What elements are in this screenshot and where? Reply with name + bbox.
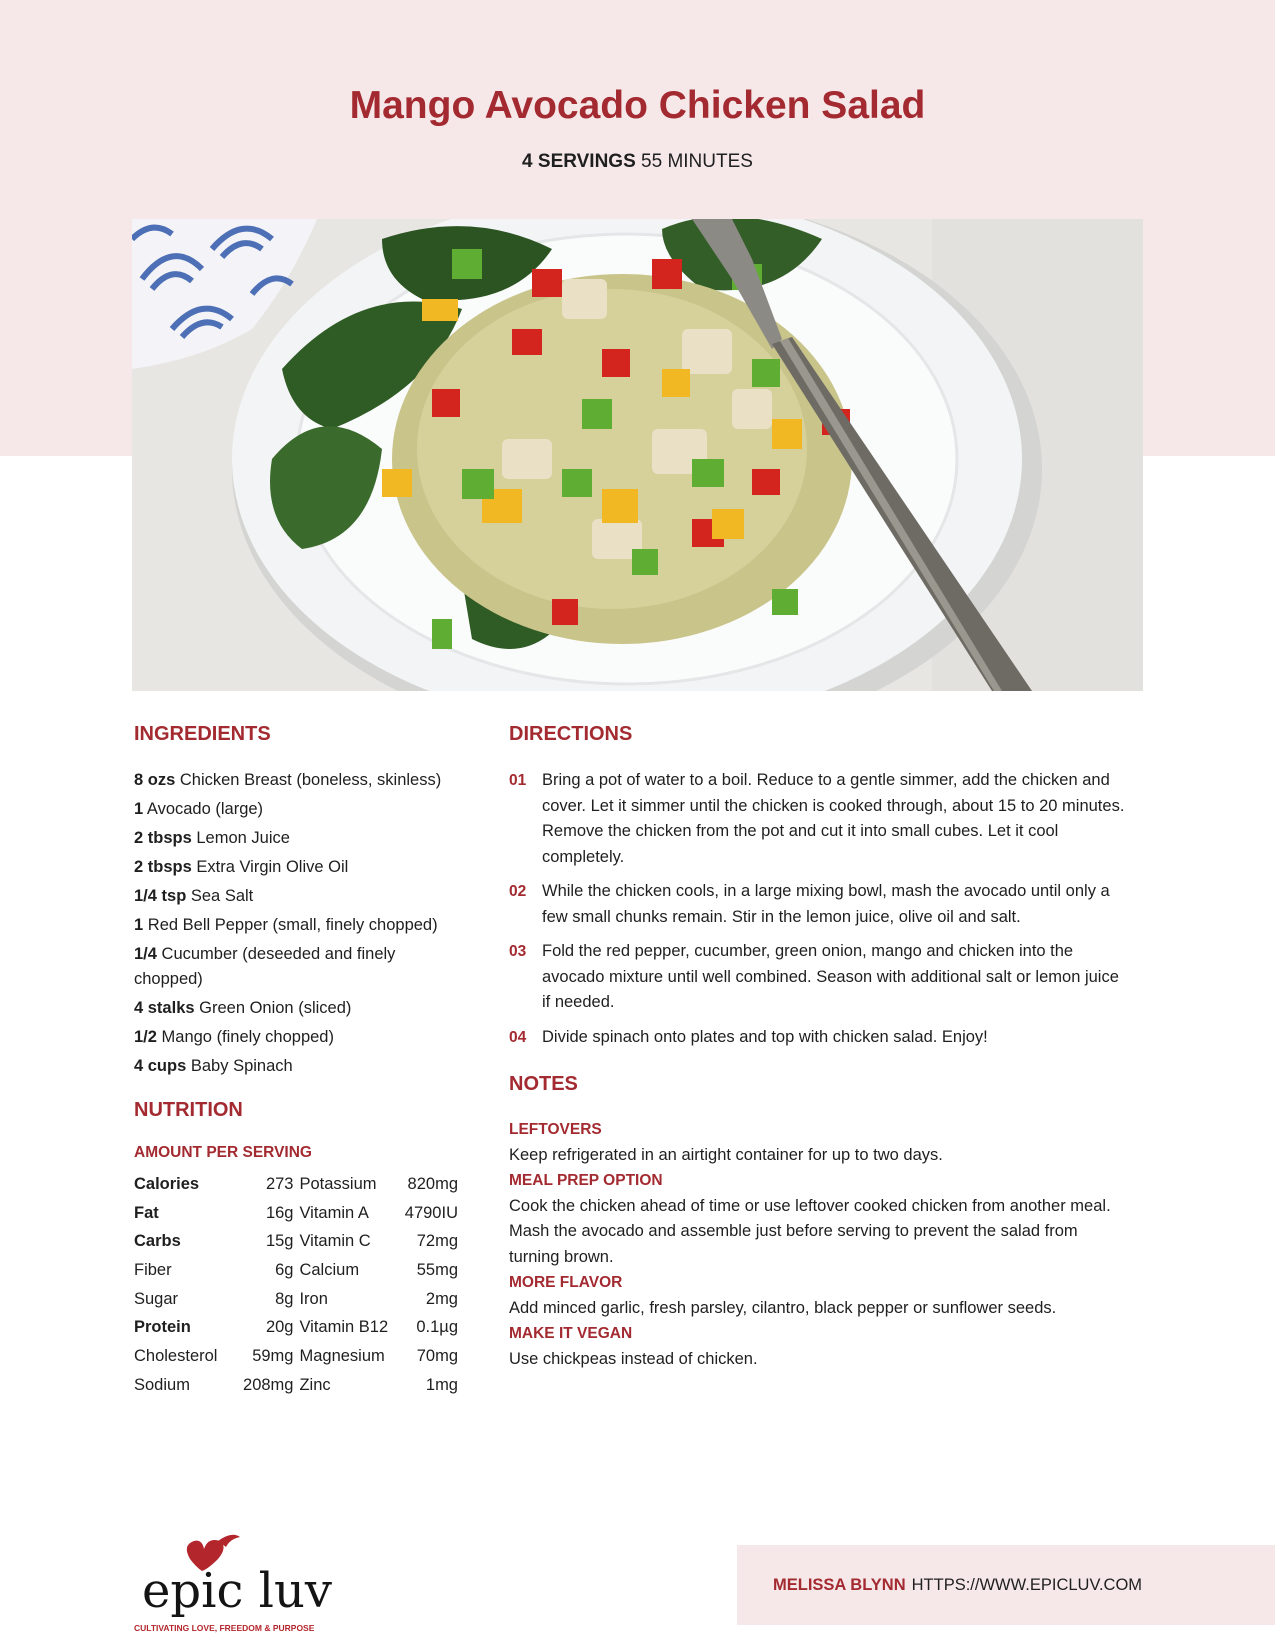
directions-list — [509, 768, 1129, 1059]
table-row: Fat 16g Vitamin A 4790IU — [134, 1203, 458, 1222]
nutrition-heading: NUTRITION — [134, 1099, 243, 1121]
ingredient-item: 2 tbsps Extra Virgin Olive Oil — [134, 858, 349, 876]
direction-step — [509, 768, 1129, 870]
logo-wordmark: epic luv — [142, 1563, 332, 1619]
ingredients-list — [134, 768, 464, 1083]
note-text: Keep refrigerated in an airtight container for up to two days. — [509, 1145, 943, 1164]
servings: 4 SERVINGS — [522, 151, 636, 172]
note-title: MEAL PREP OPTION — [509, 1172, 663, 1189]
ingredient-item: 8 ozs Chicken Breast (boneless, skinless) — [134, 771, 442, 789]
footer-credit — [737, 1545, 1275, 1625]
step-text: Bring a pot of water to a boil. Reduce to a gentle simmer, add the chicken and cover. Let it simmer until the chicken is cooked through, about 15 to 20 minutes. Remove the chicken from the pot and cut it into small cubes. Let it cool completely. — [542, 771, 1125, 866]
ingredients-heading: INGREDIENTS — [134, 723, 271, 745]
table-row: Sugar 8g Iron 2mg — [134, 1289, 458, 1308]
note-title: MORE FLAVOR — [509, 1274, 623, 1291]
direction-step — [509, 939, 1129, 1016]
logo-tagline: CULTIVATING LOVE, FREEDOM & PURPOSE — [134, 1623, 315, 1633]
step-number: 04 — [509, 1028, 527, 1046]
author-name: MELISSA BLYNN — [773, 1575, 906, 1594]
table-row: Calories 273 Potassium 820mg — [134, 1174, 458, 1193]
table-row: Fiber 6g Calcium 55mg — [134, 1260, 458, 1279]
ingredient-item: 1/2 Mango (finely chopped) — [134, 1028, 334, 1046]
note-text: Cook the chicken ahead of time or use leftover cooked chicken from another meal. Mash the avocado and assemble just before serving to prevent the salad from turning brown. — [509, 1196, 1111, 1266]
direction-step — [509, 879, 1129, 930]
note-title: MAKE IT VEGAN — [509, 1325, 633, 1342]
note-title: LEFTOVERS — [509, 1121, 602, 1138]
ingredient-item: 4 stalks Green Onion (sliced) — [134, 999, 352, 1017]
table-row: Cholesterol 59mg Magnesium 70mg — [134, 1346, 458, 1365]
ingredient-item: 1/4 Cucumber (deseeded and finely chopped) — [134, 945, 396, 988]
recipe-meta — [0, 151, 1275, 173]
nutrition-subheading: AMOUNT PER SERVING — [134, 1144, 312, 1161]
website-link[interactable]: HTTPS://WWW.EPICLUV.COM — [911, 1575, 1143, 1594]
step-number: 02 — [509, 883, 527, 900]
note-text: Add minced garlic, fresh parsley, cilantro, black pepper or sunflower seeds. — [509, 1298, 1057, 1317]
table-row: Sodium 208mg Zinc 1mg — [134, 1375, 458, 1394]
step-text: While the chicken cools, in a large mixing bowl, mash the avocado until only a few small chunks remain. Stir in the lemon juice, olive oil and salt. — [542, 882, 1110, 926]
ingredient-item: 2 tbsps Lemon Juice — [134, 829, 290, 847]
step-number: 01 — [509, 772, 527, 789]
ingredient-item: 1/4 tsp Sea Salt — [134, 887, 254, 905]
direction-step — [509, 1025, 1129, 1051]
note-text: Use chickpeas instead of chicken. — [509, 1349, 758, 1368]
step-number: 03 — [509, 943, 527, 960]
ingredient-item: 1 Red Bell Pepper (small, finely chopped) — [134, 916, 438, 934]
total-time: 55 MINUTES — [641, 151, 753, 172]
recipe-title: Mango Avocado Chicken Salad — [349, 84, 926, 127]
nutrition-table — [134, 1170, 458, 1400]
ingredient-item: 4 cups Baby Spinach — [134, 1057, 293, 1075]
directions-heading: DIRECTIONS — [509, 723, 633, 745]
table-row: Carbs 15g Vitamin C 72mg — [134, 1232, 458, 1251]
epic-luv-logo — [132, 1527, 332, 1637]
step-text: Fold the red pepper, cucumber, green onion, mango and chicken into the avocado mixture until well combined. Season with additional salt or lemon juice if needed. — [542, 942, 1119, 1011]
notes-list — [509, 1117, 1129, 1372]
table-row: Protein 20g Vitamin B12 0.1µg — [134, 1318, 458, 1337]
salad-photo — [132, 219, 1143, 691]
step-text: Divide spinach onto plates and top with chicken salad. Enjoy! — [542, 1027, 988, 1046]
notes-heading: NOTES — [509, 1073, 578, 1095]
ingredient-item: 1 Avocado (large) — [134, 800, 264, 818]
